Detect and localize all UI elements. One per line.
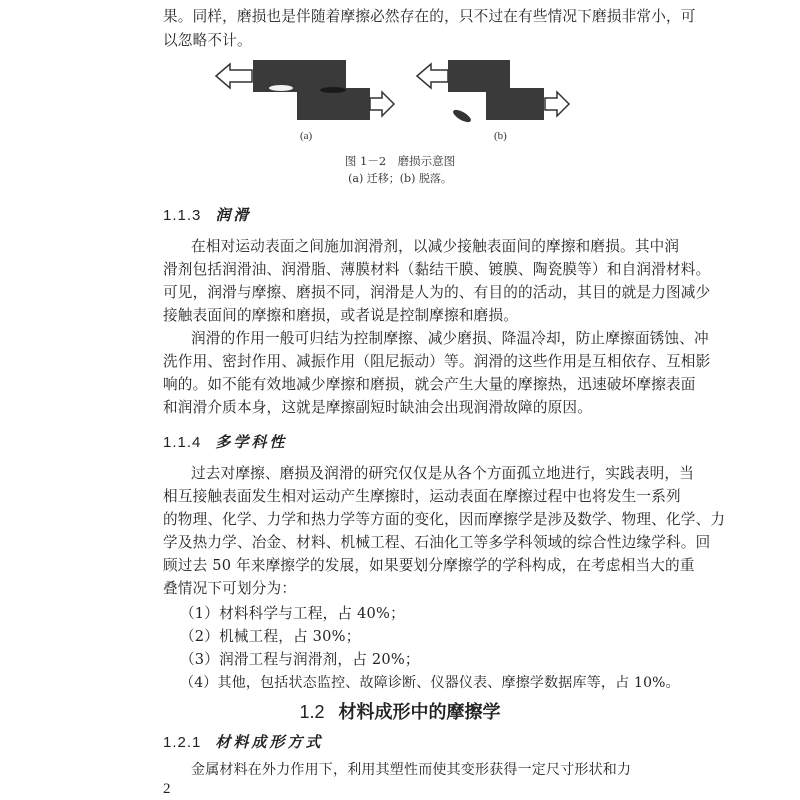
text-line: 过去对摩擦、磨损及润滑的研究仅仅是从各个方面孤立地进行，实践表明，当: [191, 465, 694, 482]
figure-label-b: (b): [494, 130, 507, 142]
figure-b-detachment: [417, 60, 569, 124]
text-line: 和润滑介质本身，这就是摩擦副短时缺油会出现润滑故障的原因。: [163, 399, 593, 416]
figure-a-migration: [216, 60, 394, 120]
text-line: 果。同样，磨损也是伴随着摩擦必然存在的，只不过在有些情况下磨损非常小，可: [163, 8, 696, 25]
figure-subcaption: (a) 迁移；(b) 脱落。: [348, 172, 452, 185]
text-line: 在相对运动表面之间施加润滑剂，以减少接触表面间的摩擦和磨损。其中润: [191, 238, 680, 255]
text-line: 洗作用、密封作用、减振作用（阻尼振动）等。润滑的这些作用是互相依存、互相影: [163, 353, 711, 370]
section-title: 材料成形中的摩擦学: [338, 702, 501, 723]
list-item: （2）机械工程，占 30%；: [180, 628, 361, 645]
list-item: （1）材料科学与工程，占 40%；: [180, 605, 405, 622]
upper-block: [448, 60, 510, 92]
text-line: 学及热力学、冶金、材料、机械工程、石油化工等多学科领域的综合性边缘学科。回: [163, 534, 711, 551]
section-heading: [163, 732, 323, 753]
transfer-particle-upper: [269, 85, 293, 91]
text-line: 接触表面间的摩擦和磨损，或者说是控制摩擦和磨损。: [163, 307, 519, 324]
text-line: 润滑的作用一般可归结为控制摩擦、减少磨损、降温冷却，防止摩擦面锈蚀、冲: [191, 330, 709, 347]
left-arrow: [417, 64, 448, 88]
section-title: 多学科性: [215, 433, 288, 451]
figure-label-a: (a): [300, 130, 313, 142]
text-line: 以忽略不计。: [163, 32, 252, 49]
text-line: 相互接触表面发生相对运动产生摩擦时，运动表面在摩擦过程中也将发生一系列: [163, 488, 681, 505]
lower-block: [486, 88, 544, 120]
section-number: 1.1.4: [163, 434, 202, 451]
list-item: （3）润滑工程与润滑剂，占 20%；: [180, 651, 420, 668]
section-title: 材料成形方式: [215, 733, 324, 751]
text-line: 响的。如不能有效地减少摩擦和磨损，就会产生大量的摩擦热，迅速破坏摩擦表面: [163, 376, 696, 393]
section-number: 1.2: [299, 702, 325, 722]
wear-debris-particle: [451, 108, 472, 125]
right-arrow: [545, 92, 569, 116]
text-line: 顾过去 50 年来摩擦学的发展，如果要划分摩擦学的学科构成，在考虑相当大的重: [163, 557, 695, 574]
page-number: 2: [163, 781, 171, 797]
transfer-particle-lower: [320, 87, 346, 93]
section-number: 1.1.3: [163, 207, 202, 224]
section-heading: [163, 205, 251, 226]
text-line: 的物理、化学、力学和热力学等方面的变化，因而摩擦学是涉及数学、物理、化学、力: [163, 511, 726, 528]
section-title: 润滑: [215, 206, 252, 224]
text-line: 叠情况下可划分为：: [163, 580, 297, 597]
section-heading: [163, 432, 287, 453]
text-line: 金属材料在外力作用下，利用其塑性而使其变形获得一定尺寸形状和力: [191, 762, 632, 778]
chapter-section-title: [0, 700, 800, 725]
figure-caption: 图 1－2 磨损示意图: [344, 154, 456, 168]
text-line: 可见，润滑与摩擦、磨损不同，润滑是人为的、有目的的活动，其目的就是力图减少: [163, 284, 711, 301]
list-item: （4）其他，包括状态监控、故障诊断、仪器仪表、摩擦学数据库等，占 10%。: [180, 675, 680, 691]
text-line: 滑剂包括润滑油、润滑脂、薄膜材料（黏结干膜、镀膜、陶瓷膜等）和自润滑材料。: [163, 261, 711, 278]
left-arrow: [216, 64, 252, 88]
section-number: 1.2.1: [163, 734, 202, 751]
right-arrow: [370, 92, 394, 116]
